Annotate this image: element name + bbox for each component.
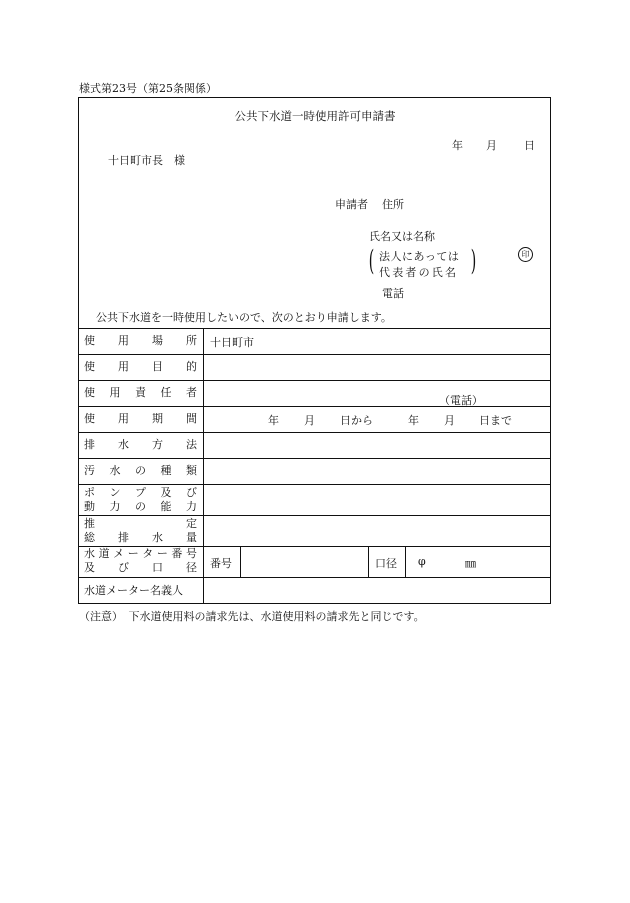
- label-char: 総: [84, 531, 95, 544]
- label-char: 使: [84, 412, 95, 425]
- meter-number-label: 番号: [210, 557, 232, 570]
- corp-rep-line2: 代表者の氏名: [379, 266, 459, 279]
- meter-diameter-rule-a: [368, 546, 369, 577]
- estimate-label-line1: [84, 517, 197, 531]
- label-char: 力: [186, 500, 197, 513]
- label-char: 種: [160, 464, 172, 477]
- label-char: 及: [160, 486, 172, 499]
- location-label: [84, 334, 197, 348]
- period-to-year: 年: [408, 414, 419, 427]
- label-char: タ: [142, 547, 154, 560]
- label-char: の: [135, 464, 146, 477]
- sewage-type-label: [84, 464, 197, 478]
- label-char: 水: [118, 438, 129, 451]
- manager-phone-label: （電話）: [439, 394, 483, 407]
- table-top-rule: [78, 328, 551, 329]
- label-char: 責: [135, 386, 146, 399]
- label-char: 水: [84, 547, 95, 560]
- mm-unit: ㎜: [465, 557, 476, 570]
- row-rule: [78, 432, 551, 433]
- form-title: 公共下水道一時使用許可申請書: [234, 109, 396, 123]
- label-char: メ: [113, 547, 125, 560]
- date-day: 日: [524, 139, 535, 152]
- left-brace: (: [368, 244, 375, 277]
- label-char: ー: [127, 547, 139, 560]
- label-char: ン: [109, 486, 121, 499]
- meter-label-line1: [84, 547, 197, 561]
- label-char: 類: [186, 464, 197, 477]
- label-char: 用: [109, 386, 121, 399]
- address-label: 住所: [382, 198, 404, 211]
- label-column-rule: [203, 328, 204, 604]
- label-char: 道: [98, 547, 110, 560]
- location-value[interactable]: 十日町市: [210, 336, 254, 349]
- period-from-day: 日から: [340, 414, 373, 427]
- phi-symbol: φ: [418, 555, 426, 568]
- label-char: 号: [185, 547, 197, 560]
- drainage-label: [84, 438, 197, 452]
- seal-mark: 印: [518, 247, 533, 262]
- label-char: び: [118, 561, 129, 574]
- label-char: 者: [186, 386, 197, 399]
- period-from-year: 年: [268, 414, 279, 427]
- label-char: 方: [152, 438, 163, 451]
- label-char: 量: [186, 531, 197, 544]
- label-char: 目: [152, 360, 163, 373]
- addressee: 十日町市長 様: [108, 154, 185, 167]
- label-char: 排: [118, 531, 129, 544]
- label-char: 所: [186, 334, 197, 347]
- meter-diameter-rule-b: [405, 546, 406, 577]
- pump-label-line2: [84, 500, 197, 514]
- period-label: [84, 412, 197, 426]
- label-char: 使: [84, 334, 95, 347]
- label-char: 口: [152, 561, 163, 574]
- label-char: ポ: [84, 486, 95, 499]
- period-from-month: 月: [304, 414, 315, 427]
- form-number: 様式第23号（第25条関係）: [79, 82, 217, 95]
- label-char: び: [186, 486, 197, 499]
- label-char: 的: [186, 360, 197, 373]
- label-char: 径: [186, 561, 197, 574]
- label-char: 間: [186, 412, 197, 425]
- label-char: 用: [118, 334, 129, 347]
- label-char: 用: [118, 412, 129, 425]
- manager-label: [84, 386, 197, 400]
- date-year: 年: [452, 139, 463, 152]
- meter-owner-label: 水道メーター名義人: [84, 584, 183, 597]
- corp-rep-line1: 法人にあっては: [379, 250, 460, 263]
- label-char: 法: [186, 438, 197, 451]
- label-char: 推: [84, 517, 95, 530]
- row-rule: [78, 380, 551, 381]
- note-text: （注意） 下水道使用料の請求先は、水道使用料の請求先と同じです。: [79, 610, 425, 623]
- row-rule: [78, 515, 551, 516]
- name-label: 氏名又は名称: [369, 230, 435, 243]
- date-month: 月: [486, 139, 497, 152]
- row-rule: [78, 458, 551, 459]
- pump-label-line1: [84, 486, 197, 500]
- row-rule: [78, 577, 551, 578]
- purpose-field[interactable]: [208, 356, 548, 378]
- label-char: ー: [156, 547, 168, 560]
- phone-label: 電話: [382, 287, 404, 300]
- label-char: 及: [84, 561, 95, 574]
- label-char: プ: [135, 486, 146, 499]
- label-char: 動: [84, 500, 95, 513]
- label-char: 水: [109, 464, 121, 477]
- meter-diameter-label: 口径: [375, 557, 397, 570]
- label-char: 水: [152, 531, 163, 544]
- row-rule: [78, 484, 551, 485]
- label-char: の: [135, 500, 146, 513]
- applicant-label: 申請者: [335, 198, 368, 211]
- label-char: 番: [171, 547, 183, 560]
- label-char: 汚: [84, 464, 95, 477]
- meter-number-rule: [240, 546, 241, 577]
- label-char: 用: [118, 360, 129, 373]
- label-char: 使: [84, 360, 95, 373]
- meter-label-line2: [84, 561, 197, 575]
- period-to-month: 月: [444, 414, 455, 427]
- label-char: 使: [84, 386, 95, 399]
- right-brace: ): [470, 244, 477, 277]
- label-char: 場: [152, 334, 163, 347]
- estimate-label-line2: [84, 531, 197, 545]
- label-char: 期: [152, 412, 163, 425]
- purpose-label: [84, 360, 197, 374]
- label-char: 力: [109, 500, 121, 513]
- label-char: 能: [160, 500, 172, 513]
- period-to-day: 日まで: [479, 414, 512, 427]
- intro-text: 公共下水道を一時使用したいので、次のとおり申請します。: [96, 311, 392, 324]
- label-char: 排: [84, 438, 95, 451]
- label-char: 任: [160, 386, 172, 399]
- row-rule: [78, 354, 551, 355]
- label-char: 定: [186, 517, 197, 530]
